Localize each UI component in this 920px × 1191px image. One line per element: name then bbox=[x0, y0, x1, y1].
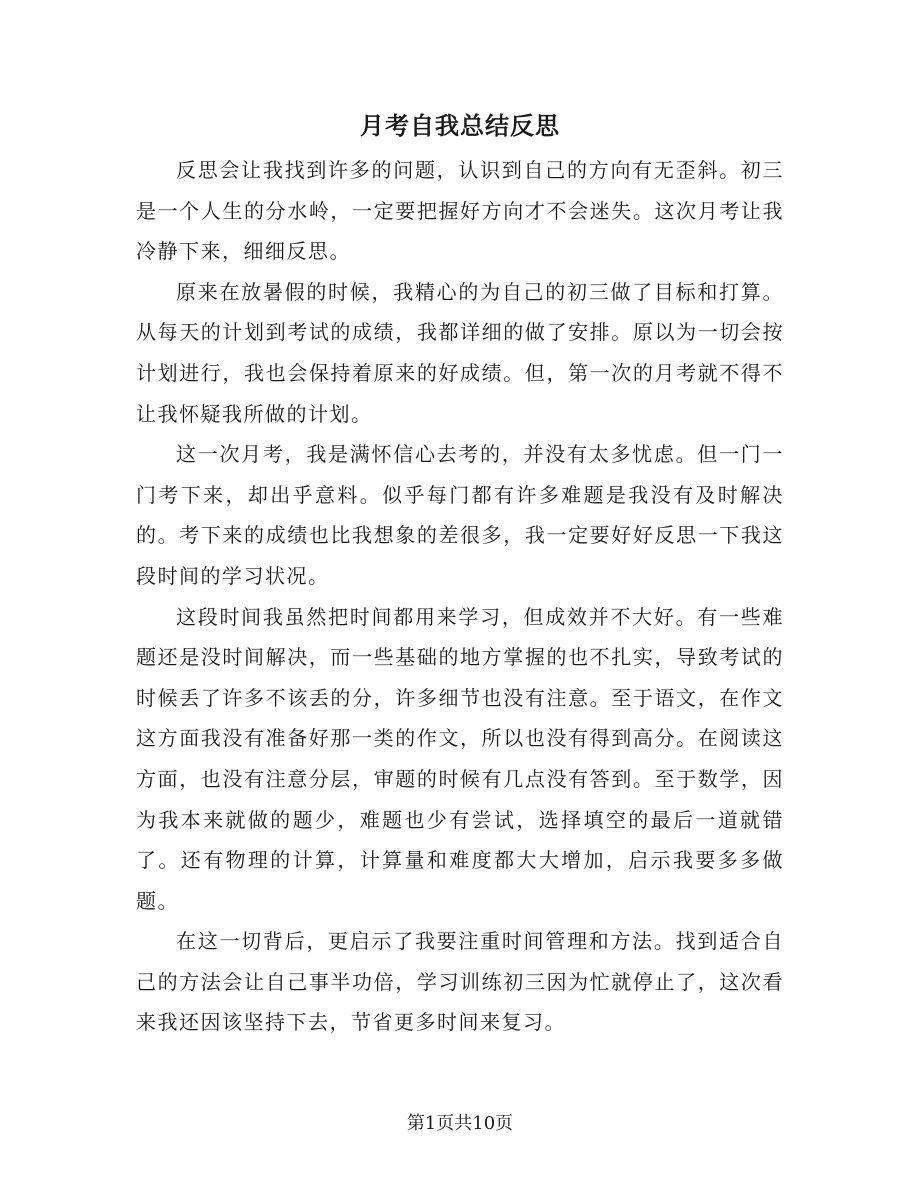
paragraph-2: 原来在放暑假的时候，我精心的为自己的初三做了目标和打算。从每天的计划到考试的成绩，我都详细的做了安排。原以为一切会按计划进行，我也会保持着原来的好成绩。但，第一次的月考就不得不让我怀疑我所做的计划。 bbox=[136, 279, 784, 426]
paragraph-3: 这一次月考，我是满怀信心去考的，并没有太多忧虑。但一门一门考下来，却出乎意料。似乎每门都有许多难题是我没有及时解决的。考下来的成绩也比我想象的差很多，我一定要好好反思一下我这段时间的学习状况。 bbox=[136, 442, 784, 588]
paragraph-5: 在这一切背后，更启示了我要注重时间管理和方法。找到适合自己的方法会让自己事半功倍，学习训练初三因为忙就停止了，这次看来我还因该坚持下去，节省更多时间来复习。 bbox=[136, 929, 784, 1035]
document-body bbox=[136, 150, 784, 1043]
paragraph-4: 这段时间我虽然把时间都用来学习，但成效并不大好。有一些难题还是没时间解决，而一些基础的地方掌握的也不扎实，导致考试的时候丢了许多不该丢的分，许多细节也没有注意。至于语文，在作文这方面我没有准备好那一类的作文，所以也没有得到高分。在阅读这方面，也没有注意分层，审题的时候有几点没有答到。至于数学，因为我本来就做的题少，难题也少有尝试，选择填空的最后一道就错了。还有物理的计算，计算量和难度都大大增加，启示我要多多做题。 bbox=[136, 604, 784, 913]
page-title: 月考自我总结反思 bbox=[360, 111, 560, 140]
page-number-footer: 第1页共10页 bbox=[406, 1113, 514, 1134]
paragraph-1: 反思会让我找到许多的问题，认识到自己的方向有无歪斜。初三是一个人生的分水岭，一定要把握好方向才不会迷失。这次月考让我冷静下来，细细反思。 bbox=[136, 158, 784, 264]
